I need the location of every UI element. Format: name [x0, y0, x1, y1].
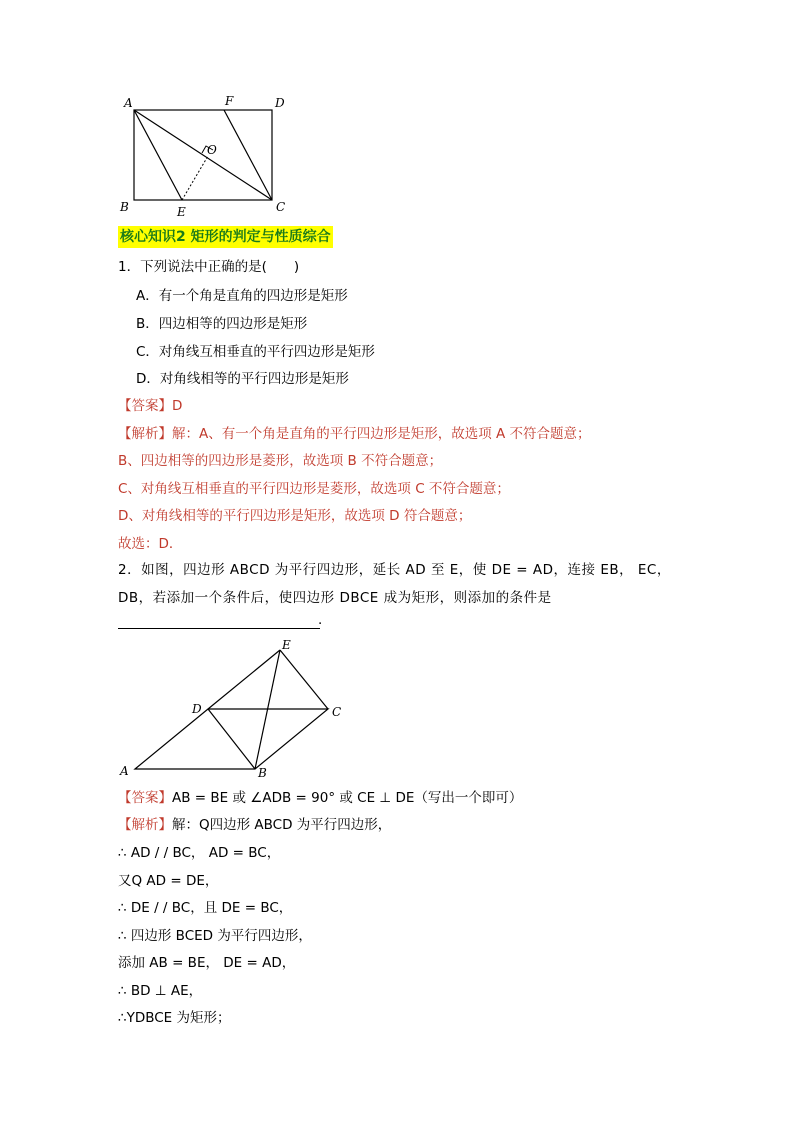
- answer-blank: [118, 612, 323, 629]
- label-A: A: [124, 96, 133, 110]
- q1-stem: 1．下列说法中正确的是( ): [118, 259, 300, 275]
- q1-option-d: D．对角线相等的平行四边形是矩形: [136, 371, 349, 387]
- analysis-tag: 【解析】: [118, 426, 172, 442]
- q2-analysis-line: ∴ BD ⊥ AE，: [118, 983, 203, 999]
- label-C: C: [276, 200, 286, 214]
- q2-analysis-line: ∴ AD / / BC， AD = BC，: [118, 845, 281, 861]
- q1-option-c: C．对角线互相垂直的平行四边形是矩形: [136, 344, 375, 360]
- analysis-text: 解：A、有一个角是直角的平行四边形是矩形，故选项 A 不符合题意；: [172, 426, 591, 442]
- label-D: D: [275, 96, 285, 110]
- q2-analysis-line: 又Q AD = DE，: [118, 873, 219, 889]
- figure-parallelogram: [110, 636, 350, 784]
- answer-value: AB = BE 或 ∠ADB = 90° 或 CE ⊥ DE（写出一个即可）: [172, 790, 523, 806]
- q2-stem-line2: DB，若添加一个条件后，使四边形 DBCE 成为矩形，则添加的条件是: [118, 590, 552, 606]
- section-title: 核心知识2 矩形的判定与性质综合: [118, 226, 333, 248]
- q1-answer: [118, 396, 182, 416]
- q1-analysis-line: C、对角线互相垂直的平行四边形是菱形，故选项 C 不符合题意；: [118, 481, 510, 497]
- q2-analysis-line: ∴ DE / / BC，且 DE = BC，: [118, 900, 293, 916]
- figure-rectangle: [110, 90, 300, 222]
- label-B: B: [120, 200, 129, 214]
- label-A: A: [120, 764, 129, 778]
- label-O: O: [207, 143, 217, 157]
- q1-analysis-line: B、四边相等的四边形是菱形，故选项 B 不符合题意；: [118, 453, 443, 469]
- label-E: E: [177, 205, 186, 219]
- q2-answer: [118, 788, 522, 808]
- q1-analysis-line: D、对角线相等的平行四边形是矩形，故选项 D 符合题意；: [118, 508, 472, 524]
- q2-analysis-line: ∴ 四边形 BCED 为平行四边形，: [118, 928, 312, 944]
- analysis-text: 解：Q四边形 ABCD 为平行四边形，: [172, 817, 392, 833]
- label-F: F: [225, 94, 234, 108]
- analysis-tag: 【解析】: [118, 817, 172, 833]
- label-E: E: [282, 638, 291, 652]
- q1-option-a: A．有一个角是直角的四边形是矩形: [136, 288, 348, 304]
- q2-analysis-line: [118, 815, 391, 835]
- q2-analysis-line: 添加 AB = BE， DE = AD，: [118, 955, 296, 971]
- answer-tag: 【答案】: [118, 398, 172, 414]
- q2-stem-line1: 2．如图，四边形 ABCD 为平行四边形，延长 AD 至 E，使 DE = AD，连接 EB， EC，: [118, 562, 671, 578]
- label-C: C: [332, 705, 342, 719]
- blank-end: .: [318, 612, 323, 628]
- label-D: D: [192, 702, 202, 716]
- answer-value: D: [172, 398, 183, 414]
- q1-option-b: B．四边相等的四边形是矩形: [136, 316, 308, 332]
- q2-analysis-line: ∴YDBCE 为矩形；: [118, 1010, 231, 1026]
- label-B: B: [258, 766, 267, 780]
- q1-analysis-line: [118, 424, 591, 444]
- answer-tag: 【答案】: [118, 790, 172, 806]
- q1-conclusion: 故选：D．: [118, 536, 183, 552]
